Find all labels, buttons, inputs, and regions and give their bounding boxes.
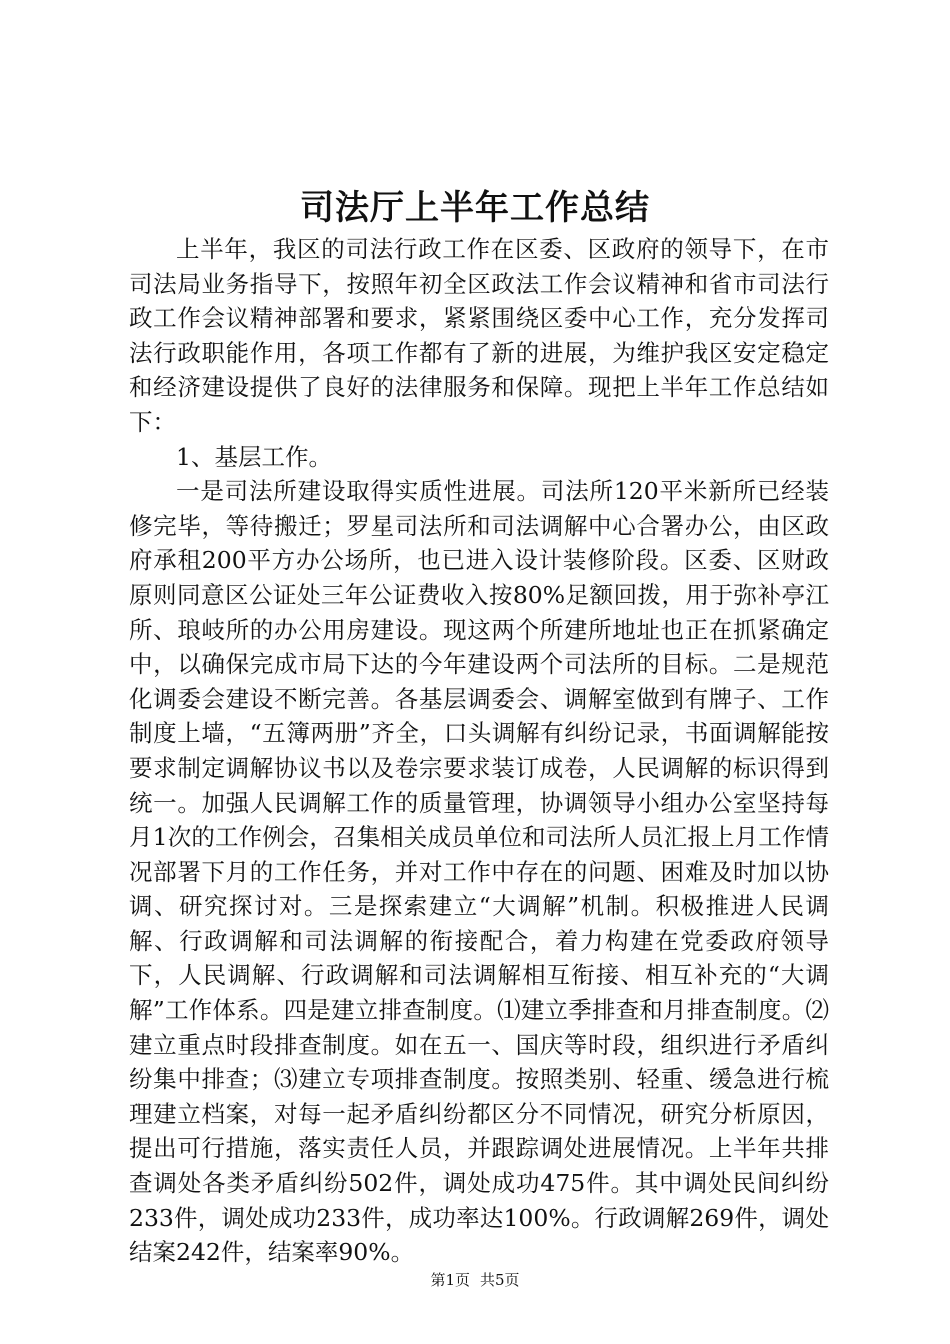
paragraph-grassroots-detail: 一是司法所建设取得实质性进展。司法所120平米新所已经装修完毕，等待搬迁；罗星司法所和司法调解中心合署办公，由区政府承租200平方办公场所，也已进入设计装修阶段。区委、区财政原则同意区公证处三年公证费收入按80%足额回拨，用于弥补亭江所、琅岐所的办公用房建设。现这两个所建所地址也正在抓紧确定中，以确保完成市局下达的今年建设两个司法所的目标。二是规范化调委会建设不断完善。各基层调委会、调解室做到有牌子、工作制度上墙，“五簿两册”齐全，口头调解有纠纷记录，书面调解能按要求制定调解协议书以及卷宗要求装订成卷，人民调解的标识得到统一。加强人民调解工作的质量管理，协调领导小组办公室坚持每月1次的工作例会，召集相关成员单位和司法所人员汇报上月工作情况部署下月的工作任务，并对工作中存在的问题、困难及时加以协调、研究探讨对。三是探索建立“大调解”机制。积极推进人民调解、行政调解和司法调解的衔接配合，着力构建在党委政府领导下，人民调解、行政调解和司法调解相互衔接、相互补充的“大调解”工作体系。四是建立排查制度。⑴建立季排查和月排查制度。⑵建立重点时段排查制度。如在五一、国庆等时段，组织进行矛盾纠纷集中排查；⑶建立专项排查制度。按照类别、轻重、缓急进行梳理建立档案，对每一起矛盾纠纷都区分不同情况，研究分析原因，提出可行措施，落实责任人员，并跟踪调处进展情况。上半年共排查调处各类矛盾纠纷502件，调处成功475件。其中调处民间纠纷233件，调处成功233件，成功率达100%。行政调解269件，调处结案242件，结案率90%。: [129, 477, 829, 1267]
page-footer: [0, 1270, 950, 1290]
document-title: 司法厅上半年工作总结: [300, 188, 650, 228]
page-total: 共5页: [480, 1271, 520, 1289]
page-number: 第1页: [430, 1271, 470, 1289]
document-body: [129, 232, 829, 1270]
section-heading-grassroots: 1、基层工作。: [176, 442, 332, 471]
paragraph-intro: 上半年，我区的司法行政工作在区委、区政府的领导下，在市司法局业务指导下，按照年初全区政法工作会议精神和省市司法行政工作会议精神部署和要求，紧紧围绕区委中心工作，充分发挥司法行政职能作用，各项工作都有了新的进展，为维护我区安定稳定和经济建设提供了良好的法律服务和保障。现把上半年工作总结如下：: [129, 235, 829, 436]
